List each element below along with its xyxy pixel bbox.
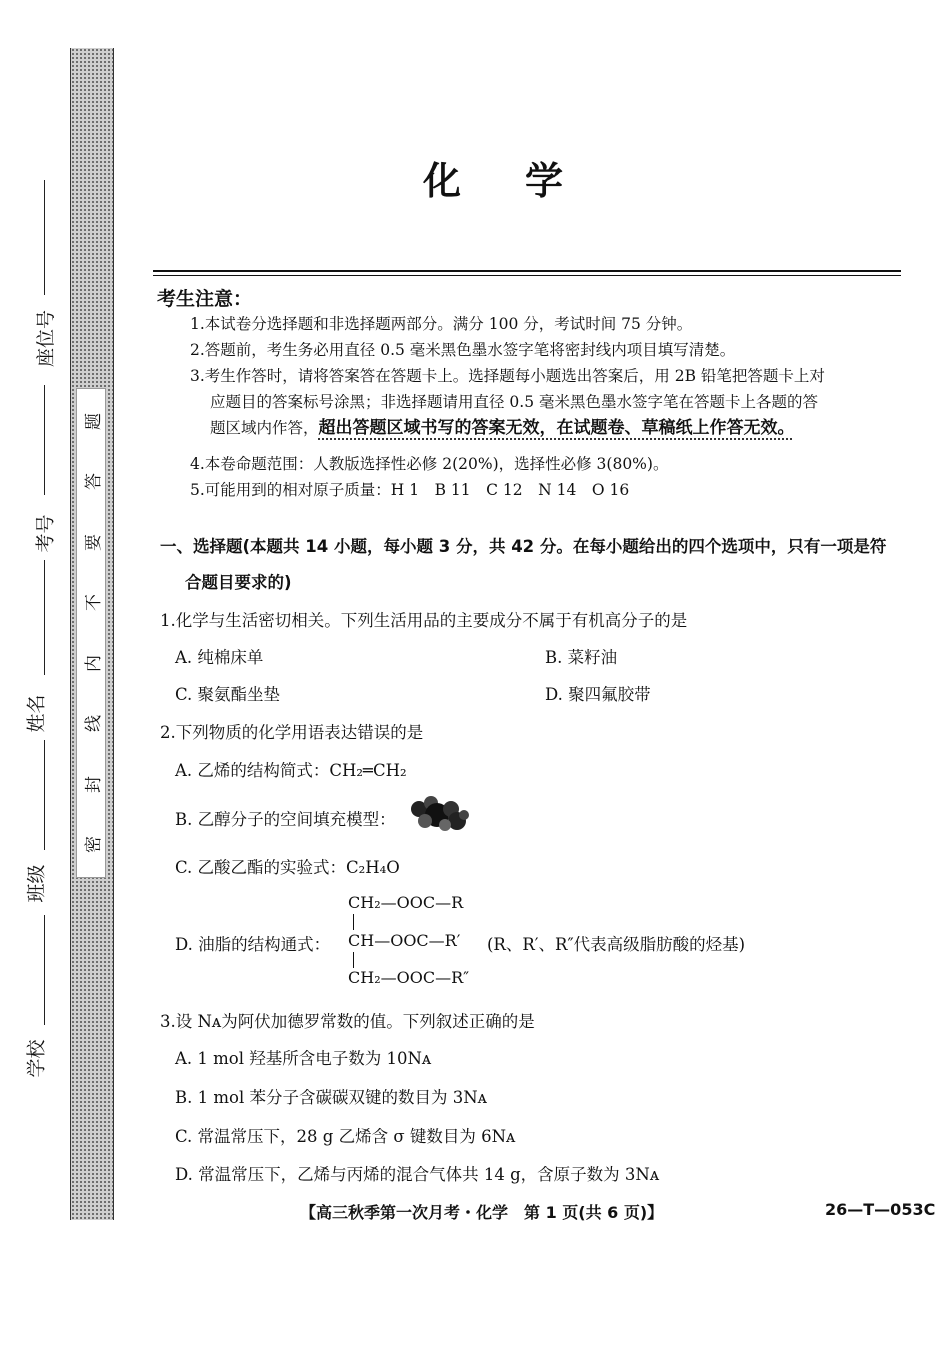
question-2-stem: 2.下列物质的化学用语表达错误的是 — [160, 723, 424, 742]
q2-d-note: (R、R′、R″代表高级脂肪酸的烃基) — [487, 935, 746, 954]
q2-d-struct-row3: CH₂—OOC—R″ — [348, 968, 470, 987]
seal-line-notice — [76, 388, 106, 878]
seal-char: 封 — [83, 775, 104, 793]
struct-bond — [353, 952, 354, 968]
notice-item-cont-text: 题区域内作答， — [210, 419, 319, 437]
q1-option-a[interactable]: A. 纯棉床单 — [175, 648, 264, 667]
q3-option-d[interactable]: D. 常温常压下，乙烯与丙烯的混合气体共 14 g，含原子数为 3Nᴀ — [175, 1165, 660, 1184]
q3-option-a[interactable]: A. 1 mol 羟基所含电子数为 10Nᴀ — [175, 1049, 432, 1068]
ethanol-space-filling-model-icon — [407, 795, 469, 835]
exam-number-blank[interactable] — [44, 385, 45, 495]
notice-item-cont — [210, 416, 795, 440]
q3-option-c[interactable]: C. 常温常压下，28 g 乙烯含 σ 键数目为 6Nᴀ — [175, 1127, 516, 1146]
q1-option-b[interactable]: B. 菜籽油 — [545, 648, 618, 667]
seal-char: 答 — [83, 473, 104, 491]
q2-option-c[interactable]: C. 乙酸乙酯的实验式：C₂H₄O — [175, 858, 400, 877]
exam-number-label: 考号 — [34, 514, 57, 553]
school-label: 学校 — [25, 1039, 48, 1078]
name-blank[interactable] — [44, 560, 45, 675]
school-blank[interactable] — [44, 915, 45, 1025]
class-blank[interactable] — [44, 740, 45, 850]
q2-d-struct-row2: CH—OOC—R′ — [348, 931, 461, 950]
notice-item: 5.可能用到的相对原子质量：H 1 B 11 C 12 N 14 O 16 — [190, 481, 630, 499]
page-title: 化学 — [422, 159, 627, 203]
seal-char: 不 — [83, 594, 104, 612]
seat-number-label: 座位号 — [35, 309, 58, 368]
notice-item: 4.本卷命题范围：人教版选择性必修 2(20%)，选择性必修 3(80%)。 — [190, 455, 669, 473]
title-rule — [153, 270, 901, 272]
q2-option-d[interactable]: D. 油脂的结构通式： — [175, 935, 331, 954]
seal-char: 要 — [83, 533, 104, 551]
seal-char: 密 — [83, 835, 104, 853]
notice-item: 2.答题前，考生务必用直径 0.5 毫米黑色墨水签字笔将密封线内项目填写清楚。 — [190, 341, 736, 359]
paper-code: 26—T—053C — [825, 1200, 936, 1219]
page-footer: 【高三秋季第一次月考・化学 第 1 页(共 6 页)】 — [300, 1203, 664, 1222]
question-3-stem: 3.设 Nᴀ为阿伏加德罗常数的值。下列叙述正确的是 — [160, 1012, 535, 1031]
struct-bond — [353, 914, 354, 930]
class-label: 班级 — [25, 864, 48, 903]
name-label: 姓名 — [25, 694, 48, 733]
notice-item: 1.本试卷分选择题和非选择题两部分。满分 100 分，考试时间 75 分钟。 — [190, 315, 693, 333]
q1-option-c[interactable]: C. 聚氨酯坐垫 — [175, 685, 281, 704]
q2-option-a[interactable]: A. 乙烯的结构简式：CH₂═CH₂ — [175, 761, 407, 780]
q3-option-b[interactable]: B. 1 mol 苯分子含碳碳双键的数目为 3Nᴀ — [175, 1088, 487, 1107]
notice-item-cont: 应题目的答案标号涂黑；非选择题请用直径 0.5 毫米黑色墨水签字笔在答题卡上各题的答 — [210, 393, 819, 411]
seal-char: 题 — [83, 413, 104, 430]
notice-heading: 考生注意： — [157, 288, 253, 310]
seal-char: 线 — [83, 715, 104, 733]
q1-option-d[interactable]: D. 聚四氟胶带 — [545, 685, 651, 704]
q2-d-struct-row1: CH₂—OOC—R — [348, 893, 464, 912]
title-rule-thin — [153, 275, 901, 276]
notice-item: 3.考生作答时，请将答案答在答题卡上。选择题每小题选出答案后，用 2B 铅笔把答题卡上对 — [190, 367, 825, 385]
seal-char: 内 — [83, 654, 104, 672]
section-heading-cont: 合题目要求的) — [185, 573, 292, 592]
section-heading: 一、选择题(本题共 14 小题，每小题 3 分，共 42 分。在每小题给出的四个选项中，只有一项是符 — [160, 537, 887, 556]
notice-bold-warning: 超出答题区域书写的答案无效，在试题卷、草稿纸上作答无效。 — [318, 418, 795, 438]
question-1-stem: 1.化学与生活密切相关。下列生活用品的主要成分不属于有机高分子的是 — [160, 611, 688, 630]
q2-option-b[interactable]: B. 乙醇分子的空间填充模型： — [175, 810, 396, 829]
